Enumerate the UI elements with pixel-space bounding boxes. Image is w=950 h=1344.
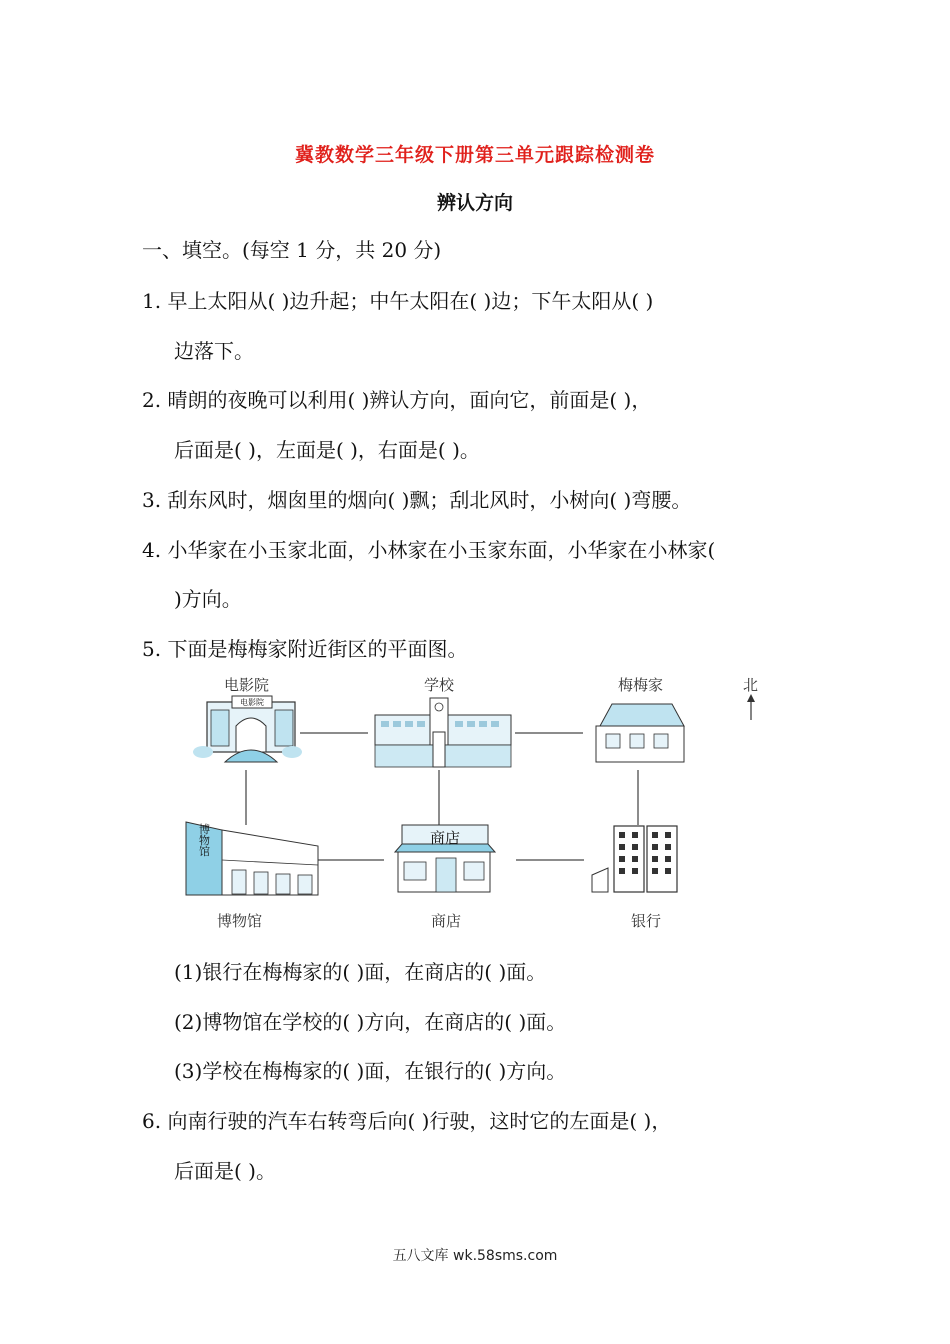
section-subtitle: 辨认方向 bbox=[436, 192, 513, 214]
shop-label: 商店 bbox=[431, 912, 462, 930]
question-4-line-1: 4. 小华家在小玉家北面，小林家在小玉家东面，小华家在小林家( bbox=[142, 538, 716, 562]
north-arrow bbox=[747, 694, 755, 720]
question-6-line-2: 后面是( )。 bbox=[174, 1159, 276, 1183]
question-1-line-1: 1. 早上太阳从( )边升起；中午太阳在( )边；下午太阳从( ) bbox=[142, 289, 654, 313]
cinema-label: 电影院 bbox=[224, 676, 270, 694]
question-3-line-1: 3. 刮东风时，烟囱里的烟向( )飘；刮北风时，小树向( )弯腰。 bbox=[142, 488, 692, 512]
museum-label: 博物馆 bbox=[217, 912, 263, 930]
question-5-sub-2: (2)博物馆在学校的( )方向，在商店的( )面。 bbox=[174, 1010, 567, 1034]
street-map-drawing bbox=[0, 660, 950, 940]
page-title: 冀教数学三年级下册第三单元跟踪检测卷 bbox=[294, 144, 655, 166]
question-6-line-1: 6. 向南行驶的汽车右转弯后向( )行驶，这时它的左面是( )， bbox=[142, 1109, 672, 1133]
shop-sign: 商店 bbox=[429, 829, 461, 847]
question-2-line-1: 2. 晴朗的夜晚可以利用( )辨认方向，面向它，前面是( )， bbox=[142, 388, 652, 412]
section-heading: 一、填空。(每空 1 分，共 20 分) bbox=[142, 238, 442, 262]
bank-label: 银行 bbox=[631, 912, 662, 930]
bank-icon bbox=[592, 826, 677, 892]
question-1-line-2: 边落下。 bbox=[174, 339, 254, 363]
question-5-line-1: 5. 下面是梅梅家附近街区的平面图。 bbox=[142, 637, 468, 661]
cinema-sign: 电影院 bbox=[240, 698, 264, 707]
home-label: 梅梅家 bbox=[618, 676, 664, 694]
street-map bbox=[0, 660, 950, 940]
question-5-sub-3: (3)学校在梅梅家的( )面，在银行的( )方向。 bbox=[174, 1059, 567, 1083]
question-5-sub-1: (1)银行在梅梅家的( )面，在商店的( )面。 bbox=[174, 960, 547, 984]
school-label: 学校 bbox=[424, 676, 455, 694]
home-icon bbox=[596, 704, 684, 762]
page-footer: 五八文库 wk.58sms.com bbox=[392, 1248, 558, 1264]
school-icon bbox=[375, 698, 511, 767]
museum-sign: 博物馆 bbox=[197, 823, 211, 857]
question-2-line-2: 后面是( )，左面是( )，右面是( )。 bbox=[174, 438, 480, 462]
north-label: 北 bbox=[743, 676, 759, 694]
question-4-line-2: )方向。 bbox=[174, 587, 242, 611]
